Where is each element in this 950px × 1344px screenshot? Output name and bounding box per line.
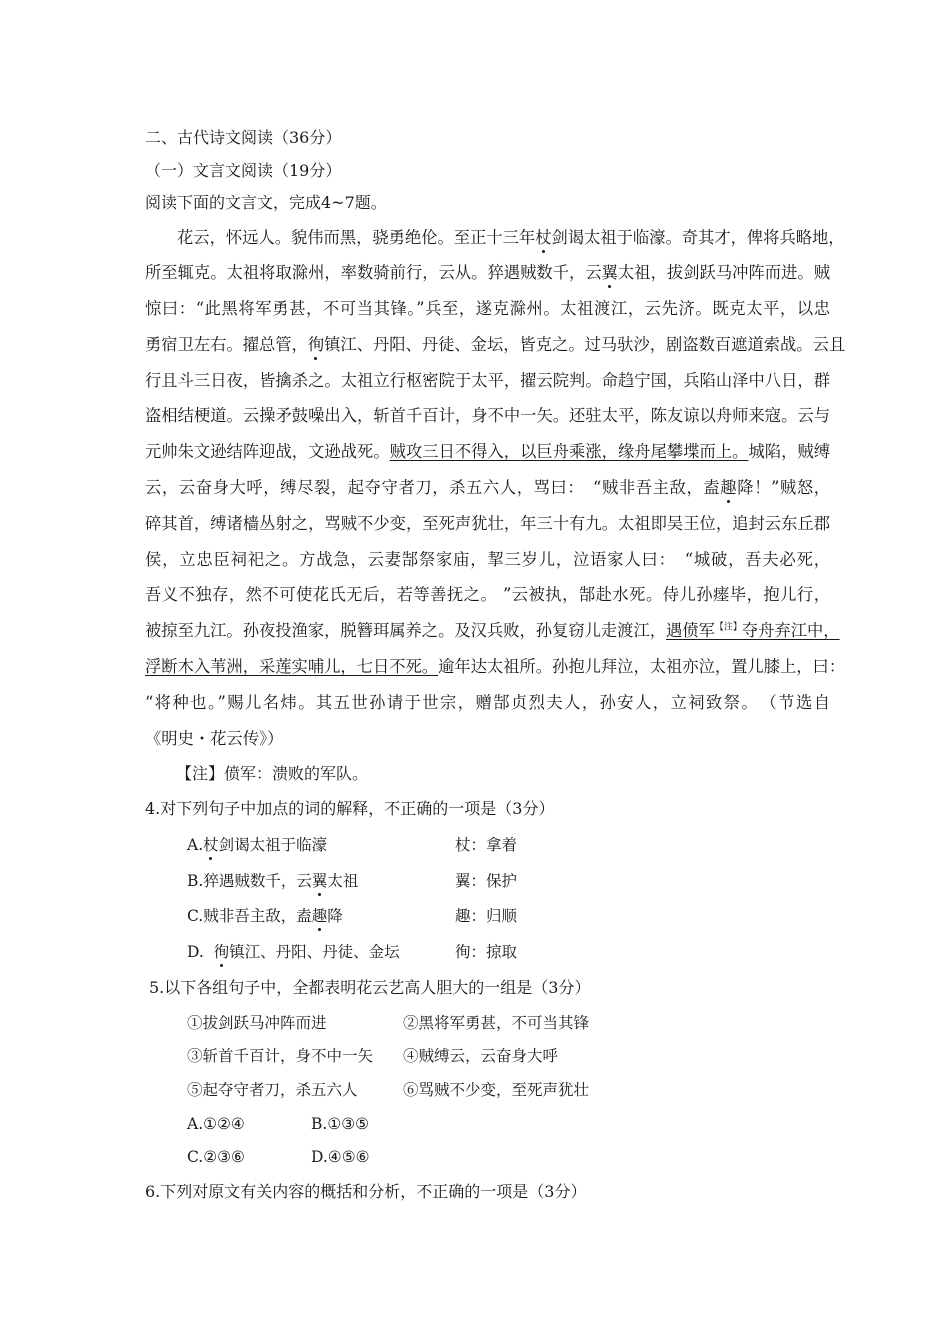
q4-option-d-gloss: 徇：掠取 (455, 943, 518, 961)
question-4-stem: 4.对下列句子中加点的词的解释，不正确的一项是（3分） (145, 799, 555, 818)
dotted-word: 翼 (311, 872, 328, 890)
passage-line-6: 盗相结梗道。云操矛鼓噪出入，斩首千百计，身不中一矢。还驻太平，陈友谅以舟师来寇。云与 (145, 406, 830, 425)
q4-option-b[interactable]: B.猝遇贼数千，云翼太祖 (187, 872, 359, 890)
q4-option-c-gloss: 趣：归顺 (455, 907, 518, 925)
dotted-word: 杖 (203, 836, 219, 854)
passage-source: 《明史・花云传》） (145, 729, 284, 748)
passage-line-14: “将种也。”赐儿名炜。其五世孙请于世宗，赠郜贞烈夫人，孙安人，立祠致祭。 （节选自 (145, 693, 830, 712)
passage-line-3: 惊曰：“此黑将军勇甚，不可当其锋。”兵至，遂克滁州。太祖渡江，云先济。既克太平，以忠 (145, 299, 830, 318)
passage-line-1: 花云，怀远人。貌伟而黑，骁勇绝伦。至正十三年杖剑谒太祖于临濠。奇其才，俾将兵略地， (177, 228, 845, 247)
underlined-sentence: 贼攻三日不得入，以巨舟乘涨，缘舟尾攀堞而上。 (389, 442, 749, 461)
dotted-word: 杖 (535, 228, 552, 247)
passage-line-12: 被掠至九江。孙夜投渔家，脱簪珥属养之。及汉兵败，孙复窃儿走渡江，遇偾军$^{【注】}$夺舟弃江中， (145, 621, 840, 640)
underlined-sentence: 浮断木入苇洲，采莲实哺儿，七日不死。 (145, 657, 439, 676)
dotted-word: 趣 (720, 478, 738, 497)
q5-choice-b[interactable]: B.①③⑤ (311, 1115, 370, 1133)
q5-choice-d[interactable]: D.④⑤⑥ (311, 1148, 370, 1166)
dotted-word: 徇 (213, 943, 230, 961)
passage-note: 【注】偾军：溃败的军队。 (176, 764, 369, 783)
dotted-word: 徇 (307, 335, 325, 354)
passage-line-5: 行且斗三日夜，皆擒杀之。太祖立行枢密院于太平，擢云院判。命趋宁国，兵陷山泽中八日，群 (145, 371, 830, 390)
q5-choice-c[interactable]: C.②③⑥ (187, 1148, 245, 1166)
note-marker: 【注】 (714, 622, 742, 633)
q5-item: ④贼缚云，云奋身大呼 (403, 1047, 559, 1065)
passage-line-9: 碎其首，缚诸樯丛射之，骂贼不少变，至死声犹壮，年三十有九。太祖即吴王位，追封云东丘郡 (145, 514, 830, 533)
passage-line-2: 所至辄克。太祖将取滁州，率数骑前行，云从。猝遇贼数千，云翼太祖，拔剑跃马冲阵而进。贼 (145, 263, 830, 282)
q4-option-b-gloss: 翼：保护 (455, 872, 518, 890)
dotted-word: 翼 (601, 263, 618, 282)
section-title: 二、古代诗文阅读（36分） (145, 128, 342, 147)
q5-item: ①拔剑跃马冲阵而进 (187, 1014, 327, 1032)
q5-item: ②黑将军勇甚，不可当其锋 (403, 1014, 590, 1032)
passage-line-7: 元帅朱文逊结阵迎战，文逊战死。贼攻三日不得入，以巨舟乘涨，缘舟尾攀堞而上。城陷，贼缚 (145, 442, 830, 461)
q5-item: ③斩首千百计，身不中一矢 (187, 1047, 374, 1065)
underlined-sentence: 遇偾军$^{【注】}$夺舟弃江中， (666, 621, 840, 640)
passage-line-4: 勇宿卫左右。擢总管，徇镇江、丹阳、丹徒、金坛，皆克之。过马驮沙，剧盗数百遮道索战。云且 (145, 335, 846, 354)
passage-line-11: 吾义不独存，然不可使花氏无后，若等善抚之。 ”云被执，郜赴水死。侍儿孙瘗毕，抱儿行， (145, 585, 830, 604)
passage-line-10: 侯，立忠臣祠祀之。方战急，云妻郜祭家庙，挈三岁儿，泣语家人曰： “城破，吾夫必死， (145, 550, 830, 569)
question-5-stem: 5.以下各组句子中，全都表明花云艺高人胆大的一组是（3分） (149, 978, 591, 997)
q5-item: ⑥骂贼不少变，至死声犹壮 (403, 1081, 590, 1099)
q5-item: ⑤起夺守者刀，杀五六人 (187, 1081, 358, 1099)
q5-choice-a[interactable]: A.①②④ (187, 1115, 245, 1133)
sub-section-title: （一）文言文阅读（19分） (145, 161, 342, 180)
question-6-stem: 6.下列对原文有关内容的概括和分析，不正确的一项是（3分） (145, 1182, 587, 1201)
passage-line-13: 浮断木入苇洲，采莲实哺儿，七日不死。逾年达太祖所。孙抱儿拜泣，太祖亦泣，置儿膝上，曰： (145, 657, 846, 676)
q4-option-d[interactable]: D. 徇镇江、丹阳、丹徒、金坛 (187, 943, 400, 961)
passage-line-8: 云，云奋身大呼，缚尽裂，起夺守者刀，杀五六人，骂曰： “贼非吾主敌，盍趣降！”贼怒， (145, 478, 830, 497)
q4-option-c[interactable]: C.贼非吾主敌，盍趣降 (187, 907, 343, 925)
q4-option-a[interactable]: A.杖剑谒太祖于临濠 (187, 836, 328, 854)
q4-option-a-gloss: 杖：拿着 (455, 836, 518, 854)
dotted-word: 趣 (311, 907, 328, 925)
instruction: 阅读下面的文言文，完成4~7题。 (145, 193, 387, 212)
